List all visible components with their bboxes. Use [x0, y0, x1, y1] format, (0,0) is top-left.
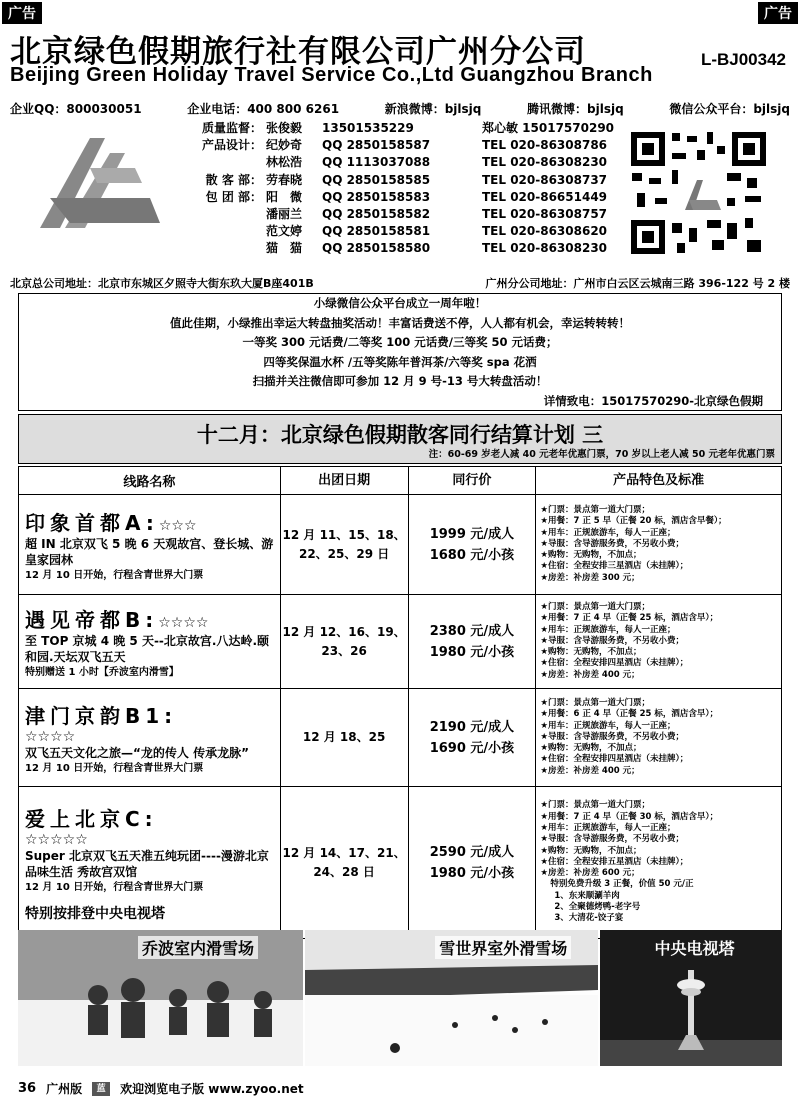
- photo-indoor-ski: [18, 930, 303, 1066]
- route-info: [19, 689, 281, 787]
- route-price: 2380 元/成人 1980 元/小孩: [408, 595, 536, 689]
- contact-wechat: 微信公众平台：bjlsjq: [669, 102, 790, 116]
- table-header-row: [19, 467, 782, 495]
- qr-code-icon[interactable]: [627, 128, 770, 258]
- route-dates: 12 月 12、16、19、23、26: [280, 595, 408, 689]
- staff-row: 猫 猫 QQ 2850158580 TEL 020-86308230: [266, 241, 608, 256]
- plan-header: [18, 414, 782, 464]
- promo-line: 扫描并关注微信即可参加 12 月 9 号-13 号大转盘活动！: [252, 374, 548, 388]
- staff-row: 质量监督： 张俊毅 13501535229 郑心敏 15017570290: [201, 121, 615, 135]
- table-row: [19, 689, 782, 787]
- company-name-cn: 北京绿色假期旅行社有限公司广州分公司: [10, 34, 586, 70]
- route-info: [19, 495, 281, 595]
- header-features: 产品特色及标准: [536, 467, 782, 495]
- photo-label: 乔波室内滑雪场: [138, 936, 258, 959]
- staff-row: 范文婷 QQ 2850158581 TEL 020-86308620: [266, 224, 608, 239]
- route-dates: 12 月 14、17、21、24、28 日: [280, 787, 408, 939]
- footer-link[interactable]: 欢迎浏览电子版 www.zyoo.net: [120, 1082, 304, 1096]
- header-price: 同行价: [408, 467, 536, 495]
- route-note: 12 月 10 日开始，行程含青世界大门票: [25, 881, 204, 893]
- route-desc: Super 北京双飞五天准五纯玩团----漫游北京 品味生活 秀故宫双馆: [25, 848, 269, 879]
- page-number: 36: [18, 1081, 37, 1096]
- header-route-name: 线路名称: [19, 467, 281, 495]
- route-price: 1999 元/成人 1680 元/小孩: [408, 495, 536, 595]
- edition-label: 广州版: [46, 1082, 83, 1096]
- promo-line: 一等奖 300 元话费/二等奖 100 元话费/三等奖 50 元话费；: [242, 335, 558, 349]
- route-desc: 双飞五天文化之旅—“龙的传人 传承龙脉”: [25, 745, 249, 760]
- hq-address: 北京总公司地址：北京市东城区夕照寺大街东玖大厦B座401B: [10, 277, 314, 290]
- header-dates: 出团日期: [280, 467, 408, 495]
- staff-row: 包 团 部： 阳 微 QQ 2850158583 TEL 020-86651449: [205, 189, 608, 204]
- route-desc: 至 TOP 京城 4 晚 5 天--北京故宫.八达岭.颐和园.天坛双飞五天: [25, 633, 270, 664]
- route-features: ★门票：景点第一道大门票； ★用餐：7 正 4 早（正餐 30 标，酒店含早）； ★用车：正规旅游车，每人一正座； ★导服：含导游服务费，不另收小费； ★购物：无购物，不加点； ★住宿：全程安排五星酒店（未挂牌）； ★房差：补房差 600 元； 特别免费升级 3 正餐，价值 50 元/正 1、东来顺涮羊肉 2、全聚德烤鸭-老字号 3、大清花-饺子宴: [536, 787, 782, 939]
- route-price: 2190 元/成人 1690 元/小孩: [408, 689, 536, 787]
- license-code: L-BJ00342: [700, 50, 786, 69]
- address-row: [10, 275, 790, 291]
- staff-list: [186, 120, 622, 258]
- route-features: ★门票：景点第一道大门票； ★用餐：7 正 4 早（正餐 25 标，酒店含早）； ★用车：正规旅游车，每人一正座； ★导服：含导游服务费，不另收小费； ★购物：无购物，不加点； ★住宿：全程安排四星酒店（未挂牌）； ★房差：补房差 400 元；: [536, 595, 782, 689]
- route-note: 12 月 10 日开始，行程含青世界大门票: [25, 569, 204, 581]
- contact-qq: 企业QQ：800030051: [10, 102, 142, 116]
- route-name: 爱上北京C:: [25, 806, 158, 831]
- route-name: 津门京韵B1:: [25, 703, 178, 728]
- route-stars: ☆☆☆☆☆: [25, 831, 88, 848]
- route-extra: 特别按排登中央电视塔: [25, 905, 165, 922]
- route-note: 12 月 10 日开始，行程含青世界大门票: [25, 762, 204, 774]
- photo-strip: [18, 930, 782, 1066]
- contact-row: [10, 100, 790, 117]
- promo-line: 四等奖保温水杯 /五等奖陈年普洱茶/六等奖 spa 花洒: [263, 354, 537, 369]
- route-info: [19, 595, 281, 689]
- company-logo-icon: [30, 128, 170, 238]
- table-row: [19, 595, 782, 689]
- ad-label: 广告: [758, 2, 798, 24]
- staff-row: 潘丽兰 QQ 2850158582 TEL 020-86308757: [266, 207, 608, 222]
- promo-line: 值此佳期，小绿推出幸运大转盘抽奖活动！丰富话费送不停，人人都有机会，幸运转转转！: [170, 315, 630, 330]
- route-dates: 12 月 18、25: [280, 689, 408, 787]
- table-row: [19, 787, 782, 939]
- route-price: 2590 元/成人 1980 元/小孩: [408, 787, 536, 939]
- route-features: ★门票：景点第一道大门票； ★用餐：7 正 5 早（正餐 20 标，酒店含早餐）； ★用车：正规旅游车，每人一正座； ★导服：含导游服务费，不另收小费； ★购物：无购物，不加点； ★住宿：全程安排三星酒店（未挂牌）； ★房差：补房差 300 元；: [536, 495, 782, 595]
- route-stars: ☆☆☆: [158, 517, 197, 534]
- staff-row: 林松浩 QQ 1113037088 TEL 020-86308230: [266, 155, 608, 170]
- company-name-en: Beijing Green Holiday Travel Service Co.,Ltd Guangzhou Branch: [10, 64, 653, 86]
- contact-sina-weibo: 新浪微博：bjlsjq: [384, 102, 482, 116]
- route-name: 遇见帝都B:: [25, 607, 159, 632]
- contact-phone: 企业电话：400 800 6261: [187, 102, 340, 116]
- route-info: [19, 787, 281, 939]
- promo-box: [18, 293, 782, 411]
- photo-label: 雪世界室外滑雪场: [435, 936, 571, 959]
- photo-label: 中央电视塔: [654, 939, 735, 958]
- route-desc: 超 IN 北京双飞 5 晚 6 天观故宫、登长城、游皇家园林: [25, 536, 274, 567]
- contact-tencent-weibo: 腾讯微博：bjlsjq: [527, 102, 624, 116]
- staff-row: 散 客 部： 劳春晓 QQ 2850158585 TEL 020-86308737: [205, 172, 608, 187]
- route-name: 印象首都A:: [25, 510, 159, 535]
- route-note: 特别赠送 1 小时【乔波室内滑雪】: [25, 666, 179, 678]
- route-stars: ☆☆☆☆: [158, 614, 209, 631]
- promo-line: 小绿微信公众平台成立一周年啦！: [313, 296, 487, 310]
- promo-detail: 详情致电：15017570290-北京绿色假期: [543, 393, 763, 408]
- branch-address: 广州分公司地址：广州市白云区云城南三路 396-122 号 2 楼: [485, 277, 790, 290]
- photo-cctv-tower: [600, 930, 782, 1066]
- footer: [18, 1080, 304, 1097]
- staff-row: 产品设计： 纪妙奇 QQ 2850158587 TEL 020-86308786: [201, 138, 608, 153]
- route-features: ★门票：景点第一道大门票； ★用餐：6 正 4 早（正餐 25 标，酒店含早）； ★用车：正规旅游车，每人一正座； ★导服：含导游服务费，不另收小费； ★购物：无购物，不加点； ★住宿：全程安排四星酒店（未挂牌）； ★房差：补房差 400 元；: [536, 689, 782, 787]
- ad-label: 广告: [2, 2, 42, 24]
- plan-title: 十二月：北京绿色假期散客同行结算计划 三: [196, 423, 604, 447]
- photo-outdoor-ski: [305, 930, 598, 1066]
- plan-note: 注：60-69 岁老人减 40 元老年优惠门票，70 岁以上老人减 50 元老年优惠门票: [428, 449, 775, 460]
- publisher-logo-icon: 蓝: [92, 1082, 110, 1096]
- routes-table: [18, 466, 782, 939]
- route-stars: ☆☆☆☆: [25, 728, 76, 745]
- table-row: [19, 495, 782, 595]
- route-dates: 12 月 11、15、18、22、25、29 日: [280, 495, 408, 595]
